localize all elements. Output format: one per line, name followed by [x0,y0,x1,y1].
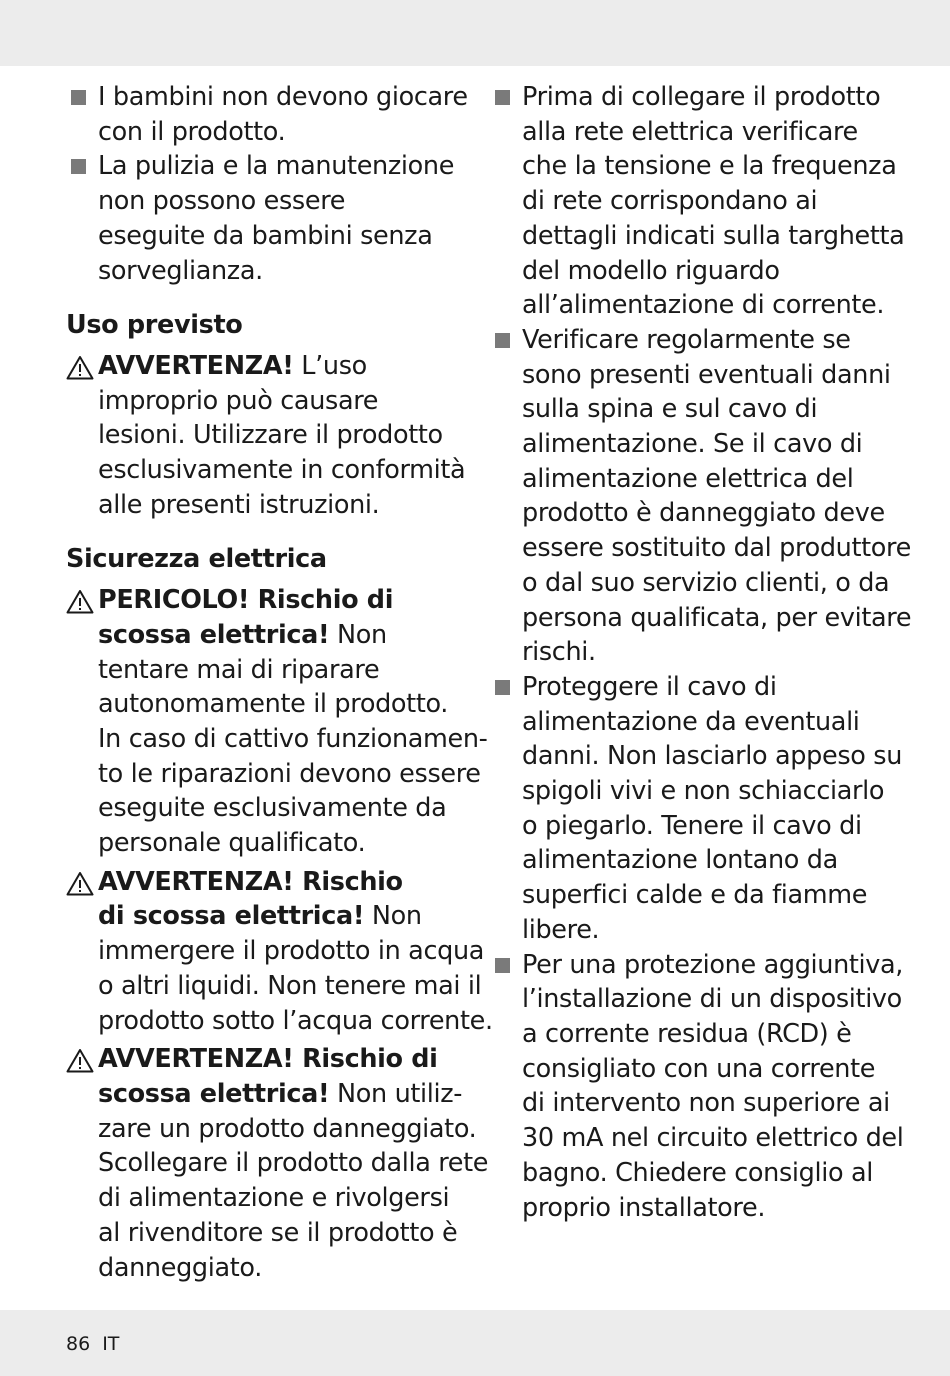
text-line: Prima di collegare il prodotto [522,82,881,112]
text-line: non possono essere [98,186,346,217]
text-line: improprio può causare [98,385,379,416]
warning-block [66,349,474,523]
right-column [490,80,912,1225]
left-column [66,80,493,1285]
danger-title-cont: scossa elettrica! [98,619,330,650]
text-line: eseguite esclusivamente da [98,793,447,824]
text-line: di alimentazione e rivolgersi [98,1183,450,1214]
square-bullet-icon [495,680,510,695]
text-line: I bambini non devono giocare [98,82,468,112]
bullet-item [66,149,474,288]
bullet-item [490,670,903,948]
square-bullet-icon [495,333,510,348]
header-band [0,0,950,66]
bullet-item [490,323,912,670]
warning-title-cont: scossa elettrica! [98,1078,330,1109]
text-line: o piegarlo. Tenere il cavo di [522,810,862,841]
text-line: libere. [522,914,600,945]
text-line: prodotto è danneggiato deve [522,498,885,529]
page-footer [66,1333,119,1355]
warning-triangle-icon [66,1048,94,1073]
text-line: all’alimentazione di corrente. [522,290,885,321]
text-line: eseguite da bambini senza [98,220,433,251]
text-line: alle presenti istruzioni. [98,489,380,520]
text-line: proprio installatore. [522,1192,766,1223]
page-number: 86 [66,1333,91,1355]
text-line: esclusivamente in conformità [98,455,466,486]
warning-title: AVVERTENZA! Rischio di [98,1044,438,1075]
text-line: sorveglianza. [98,255,263,286]
bullet-item [490,80,905,323]
text-line: sono presenti eventuali danni [522,359,891,390]
text-line: La pulizia e la manutenzione [98,151,455,182]
text-line: lesioni. Utilizzare il prodotto [98,420,443,451]
bullet-item [490,948,904,1226]
warning-title: AVVERTENZA! Rischio [98,866,403,897]
warning-title-cont: di scossa elettrica! [98,901,365,932]
text-line: bagno. Chiedere consiglio al [522,1157,873,1188]
warning-title: AVVERTENZA! [98,350,294,381]
text-line: consigliato con una corrente [522,1053,876,1084]
text-line: di rete corrispondano ai [522,186,818,217]
text-line: alimentazione elettrica del [522,463,854,494]
square-bullet-icon [71,159,86,174]
text-line: o dal suo servizio clienti, o da [522,567,890,598]
text-line: dettagli indicati sulla targhetta [522,220,905,251]
text-fragment: L’uso [293,350,367,381]
text-line: tentare mai di riparare [98,654,380,685]
text-line: Proteggere il cavo di [522,671,777,702]
text-line: alimentazione da eventuali [522,706,860,737]
text-line: che la tensione e la frequenza [522,151,897,182]
text-line: o altri liquidi. Non tenere mai il [98,970,482,1001]
danger-title: PERICOLO! Rischio di [98,585,394,616]
square-bullet-icon [495,90,510,105]
warning-block [66,1042,489,1285]
square-bullet-icon [495,958,510,973]
text-line: persona qualificata, per evitare [522,602,912,633]
text-line: Per una protezione aggiuntiva, [522,949,904,980]
text-line: rischi. [522,637,596,668]
text-line: autonomamente il prodotto. [98,689,449,720]
text-line: zare un prodotto danneggiato. [98,1113,477,1144]
text-line: to le riparazioni devono essere [98,758,481,789]
text-line: del modello riguardo [522,255,780,286]
danger-block [66,583,488,861]
text-line: alla rete elettrica verificare [522,116,858,147]
text-line: danni. Non lasciarlo appeso su [522,741,903,772]
bullet-item [66,80,474,149]
text-fragment: Non utiliz- [329,1078,463,1109]
warning-triangle-icon [66,589,94,614]
text-line: a corrente residua (RCD) è [522,1018,852,1049]
warning-block [66,865,493,1039]
text-line: prodotto sotto l’acqua corrente. [98,1005,493,1036]
section-heading-uso-previsto: Uso previsto [66,310,243,341]
text-line: immergere il prodotto in acqua [98,936,485,967]
text-line: al rivenditore se il prodotto è [98,1217,458,1248]
text-line: In caso di cattivo funzionamen- [98,723,488,754]
section-heading-sicurezza-elettrica: Sicurezza elettrica [66,544,327,575]
text-fragment: Non [364,901,422,932]
warning-triangle-icon [66,355,94,380]
text-line: sulla spina e sul cavo di [522,394,818,425]
text-line: danneggiato. [98,1252,262,1283]
square-bullet-icon [71,90,86,105]
text-line: di intervento non superiore ai [522,1088,890,1119]
text-line: 30 mA nel circuito elettrico del [522,1123,904,1154]
text-line: spigoli vivi e non schiacciarlo [522,776,885,807]
text-line: l’installazione di un dispositivo [522,984,902,1015]
text-line: alimentazione lontano da [522,845,838,876]
text-line: essere sostituito dal produttore [522,533,911,564]
text-fragment: Non [329,619,387,650]
text-line: alimentazione. Se il cavo di [522,429,863,460]
text-line: personale qualificato. [98,828,366,859]
text-line: con il prodotto. [98,116,286,147]
text-line: Verificare regolarmente se [522,324,851,355]
footer-band [0,1310,950,1376]
language-code: IT [102,1333,120,1355]
text-line: Scollegare il prodotto dalla rete [98,1148,489,1179]
text-line: superfici calde e da fiamme [522,880,868,911]
warning-triangle-icon [66,871,94,896]
